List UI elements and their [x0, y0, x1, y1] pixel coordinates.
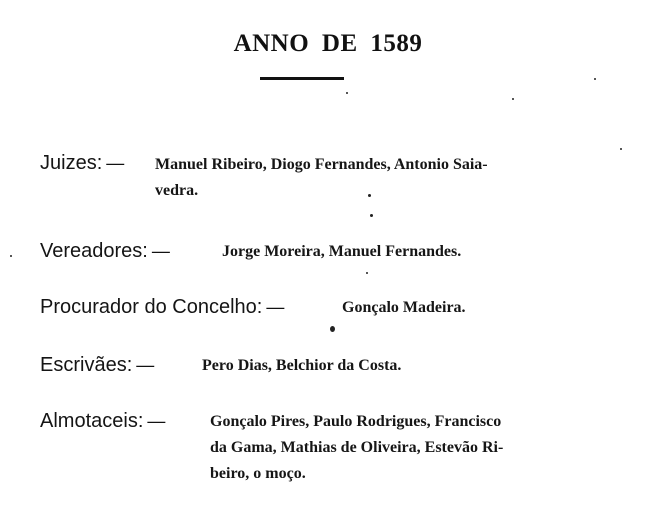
entry-label: Escrivães: — [40, 354, 133, 376]
page-title: ANNO DE 1589 — [233, 30, 423, 57]
names-line: Manuel Ribeiro, Diogo Fernandes, Antonio Saia- — [155, 156, 488, 173]
entry-dash: — — [136, 355, 155, 375]
names-line: Jorge Moreira, Manuel Fernandes. — [222, 243, 462, 260]
scan-speck — [620, 148, 622, 150]
entry-names-procurador — [342, 295, 466, 321]
scan-speck — [368, 194, 371, 197]
entry-names-almotaceis — [210, 409, 503, 487]
scan-speck — [366, 272, 368, 274]
entry-vereadores — [40, 240, 176, 263]
entry-procurador — [40, 296, 290, 319]
scan-speck — [346, 92, 348, 94]
entry-escrivaes — [40, 354, 160, 377]
entry-label: Procurador do Concelho: — [40, 296, 263, 318]
scan-speck — [330, 326, 335, 332]
entry-dash: — — [151, 241, 170, 261]
entry-dash: — — [266, 297, 285, 317]
entry-label: Vereadores: — [40, 240, 148, 262]
scan-speck — [370, 214, 373, 217]
names-line: Gonçalo Madeira. — [342, 299, 466, 316]
names-line: Pero Dias, Belchior da Costa. — [202, 357, 402, 374]
entry-names-vereadores — [222, 239, 461, 265]
title-underline — [260, 77, 344, 80]
scan-speck — [512, 98, 514, 100]
entry-names-juizes — [155, 152, 488, 204]
entry-juizes — [40, 152, 130, 175]
names-line: vedra. — [155, 182, 199, 199]
names-line: da Gama, Mathias de Oliveira, Estevão Ri- — [210, 439, 504, 456]
names-line: Gonçalo Pires, Paulo Rodrigues, Francisco — [210, 413, 502, 430]
scan-speck — [10, 255, 12, 257]
entry-names-escrivaes — [202, 353, 401, 379]
scan-speck — [594, 78, 596, 80]
entry-dash: — — [106, 153, 125, 173]
entry-almotaceis — [40, 410, 171, 433]
entry-dash: — — [147, 411, 166, 431]
names-line: beiro, o moço. — [210, 465, 306, 482]
entry-label: Juizes: — [40, 152, 103, 174]
entry-label: Almotaceis: — [40, 410, 144, 432]
